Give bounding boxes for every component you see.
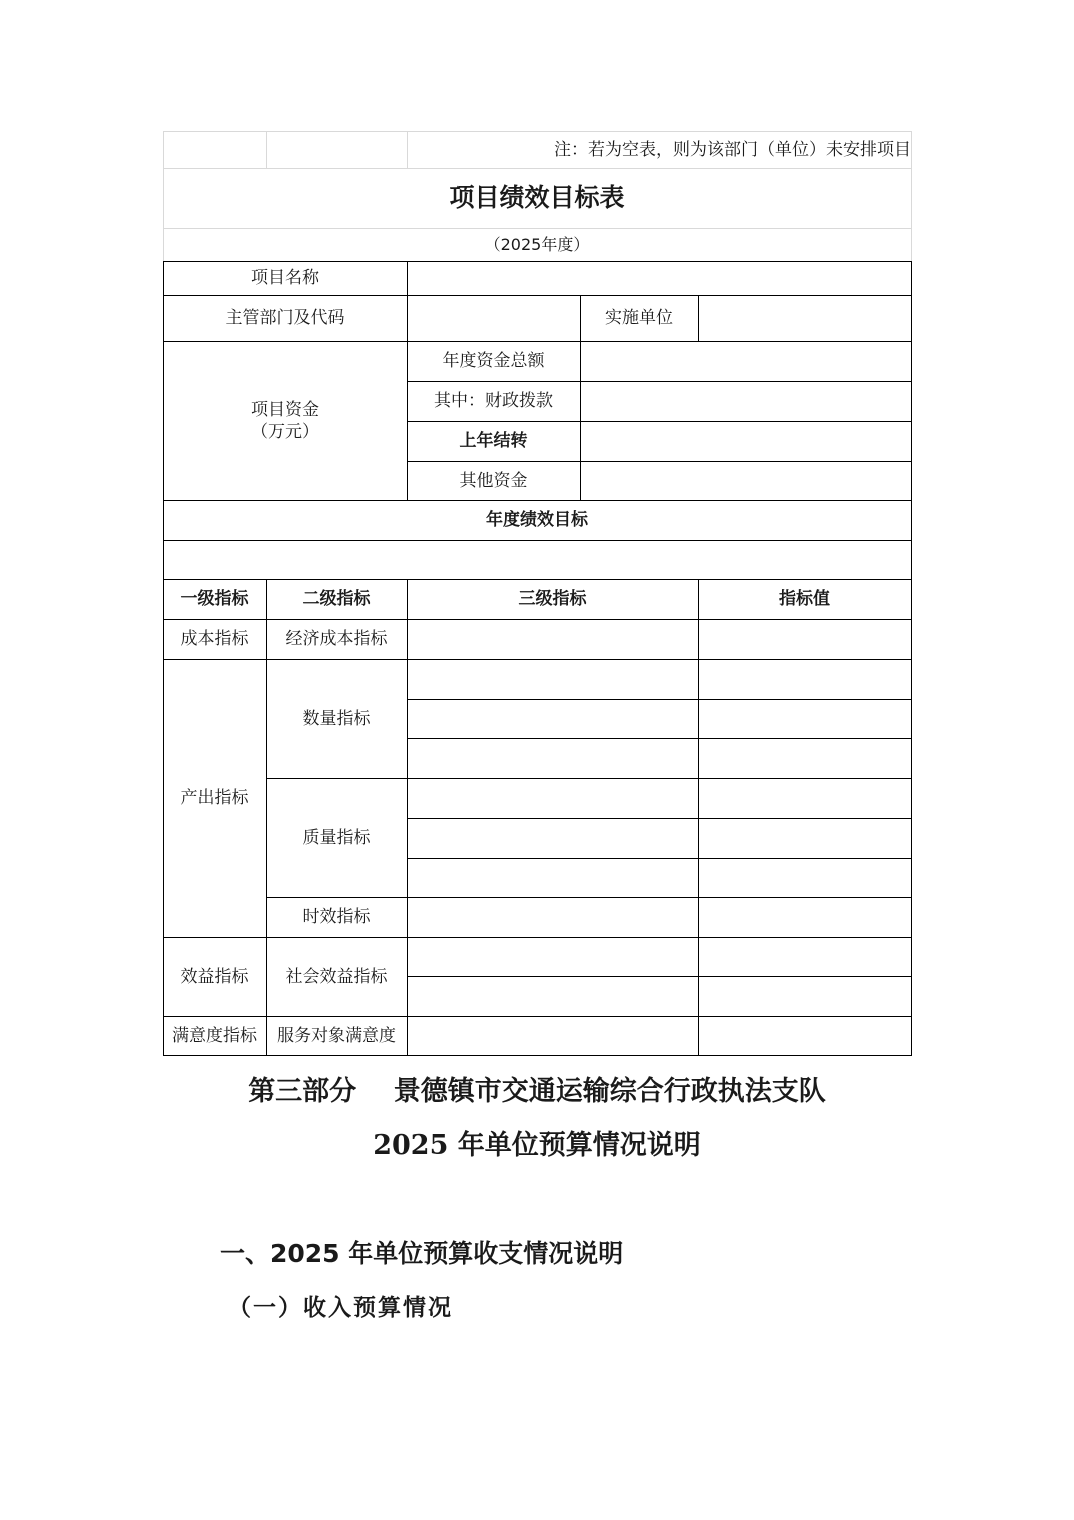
project-name-label: 项目名称 [251, 268, 319, 288]
quality-indicator: 质量指标 [302, 827, 371, 848]
cost-indicator: 成本指标 [180, 629, 249, 649]
other-funds-label: 其他资金 [459, 471, 528, 491]
section-title-line2: 2025 年单位预算情况说明 [373, 1130, 701, 1161]
table-title: 项目绩效目标表 [449, 183, 625, 212]
annual-total-label: 年度资金总额 [442, 351, 545, 371]
carryover-label: 上年结转 [459, 431, 528, 451]
budget-overview-heading: 一、2025 年单位预算收支情况说明 [220, 1239, 624, 1268]
project-funds-label: 项目资金 [251, 400, 319, 420]
project-funds-unit: （万元） [251, 422, 319, 442]
header-level3: 三级指标 [518, 589, 587, 609]
quantity-indicator: 数量指标 [302, 708, 371, 729]
impl-unit-label: 实施单位 [605, 308, 673, 328]
annual-goal-label: 年度绩效目标 [486, 510, 588, 530]
header-value: 指标值 [779, 589, 830, 609]
output-indicator: 产出指标 [180, 788, 249, 808]
dept-code-label: 主管部门及代码 [225, 308, 345, 328]
social-benefit-indicator: 社会效益指标 [285, 966, 388, 987]
satisfaction-indicator: 满意度指标 [172, 1025, 257, 1046]
fiscal-appropriation-label: 其中：财政拨款 [434, 391, 553, 411]
income-budget-heading: （一）收入预算情况 [228, 1294, 453, 1321]
timeliness-indicator: 时效指标 [302, 907, 371, 927]
benefit-indicator: 效益指标 [180, 966, 249, 987]
header-level1: 一级指标 [180, 589, 249, 609]
table-year: （2025年度） [484, 234, 590, 254]
service-satisfaction-indicator: 服务对象满意度 [277, 1025, 396, 1046]
economic-cost-indicator: 经济成本指标 [285, 629, 388, 649]
empty-note [407, 131, 911, 168]
section-title-line1: 第三部分 景德镇市交通运输综合行政执法支队 [248, 1076, 826, 1107]
header-level2: 二级指标 [302, 589, 371, 609]
empty-table-note: 注：若为空表，则为该部门（单位）未安排项目 [554, 139, 911, 160]
